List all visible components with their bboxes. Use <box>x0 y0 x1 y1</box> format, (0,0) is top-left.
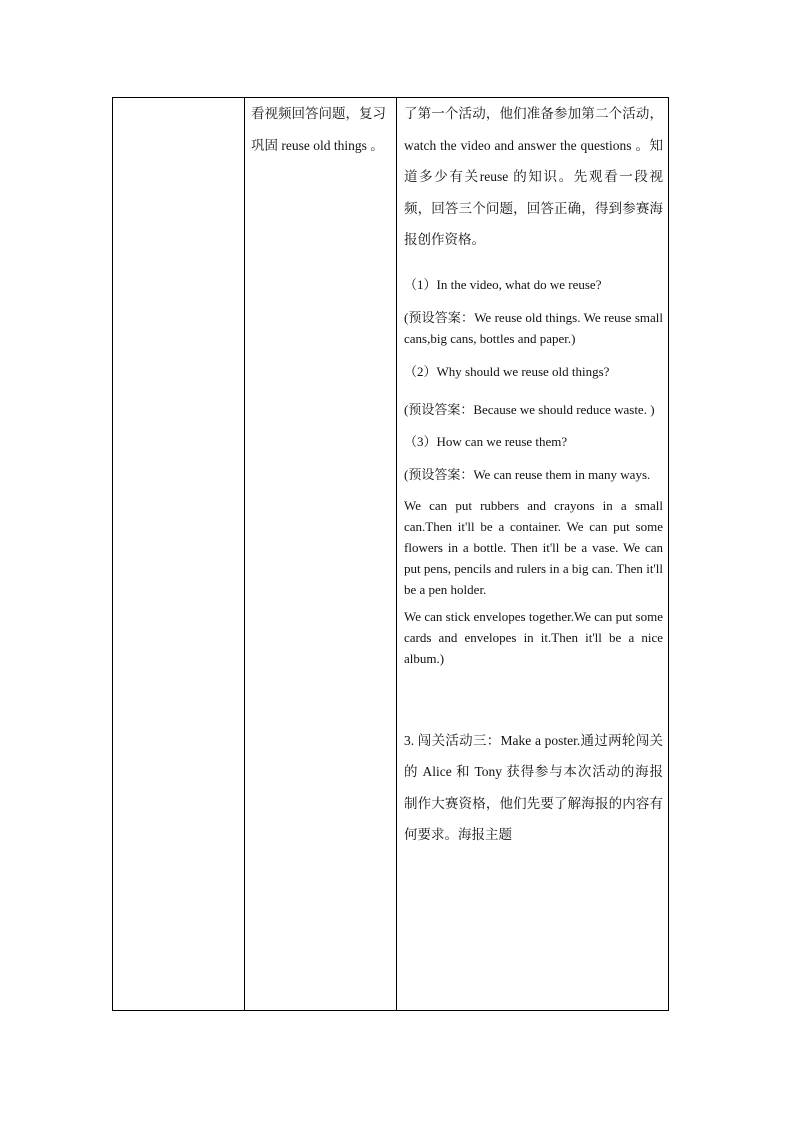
answer-2: (预设答案：Because we should reduce waste. ) <box>404 401 655 417</box>
answer-3: (预设答案：We can reuse them in many ways. <box>404 466 651 482</box>
activity-column-cell <box>397 98 669 1010</box>
question-2: （2）Why should we reuse old things? <box>404 363 610 379</box>
answer-1: (预设答案：We reuse old things. We reuse small cans,big cans, bottles and paper.) <box>404 309 663 346</box>
question-1: （1）In the video, what do we reuse? <box>404 276 602 292</box>
lesson-plan-table <box>112 97 669 1011</box>
answer-3-example-1: We can put rubbers and crayons in a small can.Then it'll be a container. We can put some flowers in a bottle. Then it'll be a vase. We can put pens, pencils and rulers in a big can. Then it'll be a pen holder. <box>404 497 663 597</box>
step-column-cell <box>113 98 243 1010</box>
purpose-column-cell <box>245 98 395 1010</box>
activity-3-text: 3. 闯关活动三：Make a poster.通过两轮闯关的 Alice 和 Tony 获得参与本次活动的海报制作大赛资格，他们先要了解海报的内容有何要求。海报主题 <box>404 732 663 842</box>
answer-3-example-2: We can stick envelopes together.We can put some cards and envelopes in it.Then it'll be a nice album.) <box>404 608 663 666</box>
question-3: （3）How can we reuse them? <box>404 433 568 449</box>
purpose-text: 看视频回答问题，复习巩固 reuse old things 。 <box>251 106 386 153</box>
activity-intro: 了第一个活动，他们准备参加第二个活动，watch the video and answer the questions 。知道多少有关reuse 的知识。先观看一段视频，回答三个问题，回答正确，得到参赛海报创作资格。 <box>404 106 663 247</box>
